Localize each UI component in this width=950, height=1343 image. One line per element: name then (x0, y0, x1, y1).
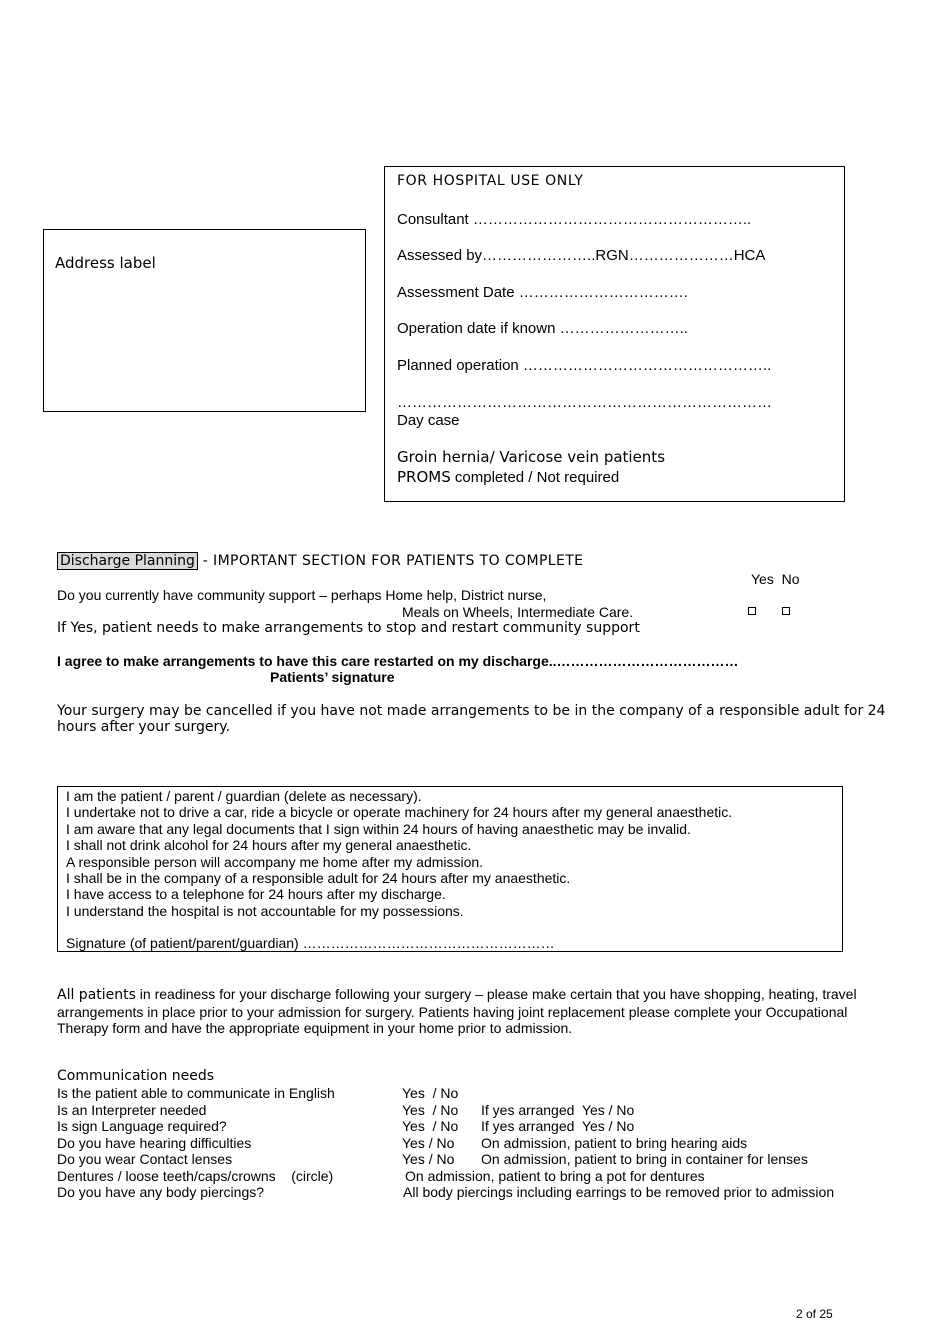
comm-question: Is an Interpreter needed (57, 1102, 207, 1118)
comm-note: On admission, patient to bring in container for lenses (481, 1151, 808, 1167)
declaration-signature: Signature (of patient/parent/guardian) ……………………………………………… (66, 935, 555, 951)
readiness-line3: Therapy form and have the appropriate equipment in your home prior to admission. (57, 1020, 573, 1036)
comm-answer: Yes / No (402, 1102, 459, 1118)
readiness-line2: arrangements in place prior to your admission for surgery. Patients having joint replacement please complete your Occupational (57, 1003, 848, 1020)
declaration-line: I have access to a telephone for 24 hours after my discharge. (66, 886, 446, 903)
comm-note: On admission, patient to bring hearing aids (481, 1135, 748, 1151)
declaration-line: I shall be in the company of a responsible adult for 24 hours after my anaesthetic. (66, 870, 571, 887)
declaration-line: A responsible person will accompany me home after my admission. (66, 853, 484, 870)
comm-question: Do you have hearing difficulties (57, 1135, 252, 1151)
proms-status: completed / Not required (450, 469, 620, 486)
planned-operation-field: Planned operation ………………………………………….. (397, 357, 772, 374)
community-support-question-cont: Meals on Wheels, Intermediate Care. (402, 604, 634, 620)
comm-question: Do you wear Contact lenses (57, 1151, 233, 1167)
discharge-heading-rest: - IMPORTANT SECTION FOR PATIENTS TO COMPLETE (197, 553, 584, 569)
cancellation-warning-line1: Your surgery may be cancelled if you have not made arrangements to be in the company of a responsible adult for 24 (57, 703, 886, 719)
hospital-use-title: FOR HOSPITAL USE ONLY (397, 173, 584, 189)
comm-note: All body piercings including earrings to be removed prior to admission (403, 1184, 835, 1200)
address-label-text: Address label (55, 254, 156, 272)
proms-word: PROMS (397, 468, 451, 486)
community-support-yes-checkbox[interactable] (748, 607, 756, 615)
discharge-heading-box: Discharge Planning (57, 552, 198, 570)
community-support-question: Do you currently have community support – perhaps Home help, District nurse, (57, 587, 547, 603)
comm-answer: Yes / No (402, 1085, 459, 1101)
comm-question: Dentures / loose teeth/caps/crowns (circle) (57, 1168, 334, 1184)
patients-signature-label: Patients’ signature (270, 669, 395, 685)
if-yes-note: If Yes, patient needs to make arrangements to stop and restart community support (57, 620, 640, 636)
day-case-label: Day case (397, 412, 460, 429)
declaration-line: I shall not drink alcohol for 24 hours after my general anaesthetic. (66, 837, 472, 854)
cancellation-warning-line2: hours after your surgery. (57, 719, 230, 735)
declaration-line: I undertake not to drive a car, ride a bicycle or operate machinery for 24 hours after my general anaesthetic. (66, 804, 733, 821)
comm-note: On admission, patient to bring a pot for dentures (405, 1168, 705, 1184)
discharge-heading (57, 552, 583, 569)
readiness-line1-rest: in readiness for your discharge following your surgery – please make certain that you have shopping, heating, travel (135, 986, 857, 1002)
community-support-no-checkbox[interactable] (782, 607, 790, 615)
assessment-date-field: Assessment Date ……………………………. (397, 284, 688, 301)
cancellation-warning (57, 703, 885, 735)
assessed-by-field: Assessed by…………………..RGN…………………HCA (397, 247, 766, 264)
declaration-line: I am the patient / parent / guardian (delete as necessary). (66, 788, 422, 804)
yes-no-header: Yes No (751, 571, 800, 587)
declaration-lines (66, 788, 732, 919)
readiness-paragraph (57, 986, 857, 1037)
comm-question: Is sign Language required? (57, 1118, 227, 1134)
planned-operation-continuation: ………………………………………………………………… (397, 394, 772, 411)
declaration-line: I understand the hospital is not accountable for my possessions. (66, 902, 464, 919)
comm-note: If yes arranged Yes / No (481, 1102, 635, 1118)
page-number: 2 of 25 (796, 1307, 833, 1321)
comm-question: Do you have any body piercings? (57, 1184, 265, 1200)
comm-answer: Yes / No (402, 1151, 455, 1167)
communication-needs-heading: Communication needs (57, 1068, 215, 1084)
readiness-start: All patients (57, 987, 136, 1003)
care-restart-agreement: I agree to make arrangements to have this care restarted on my discharge..………………………………… (57, 653, 739, 669)
comm-note: If yes arranged Yes / No (481, 1118, 635, 1134)
proms-line (397, 468, 619, 486)
operation-date-field: Operation date if known …………………….. (397, 320, 688, 337)
comm-question: Is the patient able to communicate in English (57, 1085, 335, 1101)
groin-hernia-label: Groin hernia/ Varicose vein patients (397, 448, 666, 466)
consultant-field: Consultant ……………………………………………….. (397, 211, 752, 228)
comm-answer: Yes / No (402, 1135, 455, 1151)
declaration-line: I am aware that any legal documents that I sign within 24 hours of having anaesthetic may be invalid. (66, 820, 691, 837)
readiness-line1 (57, 986, 857, 1004)
comm-answer: Yes / No (402, 1118, 459, 1134)
